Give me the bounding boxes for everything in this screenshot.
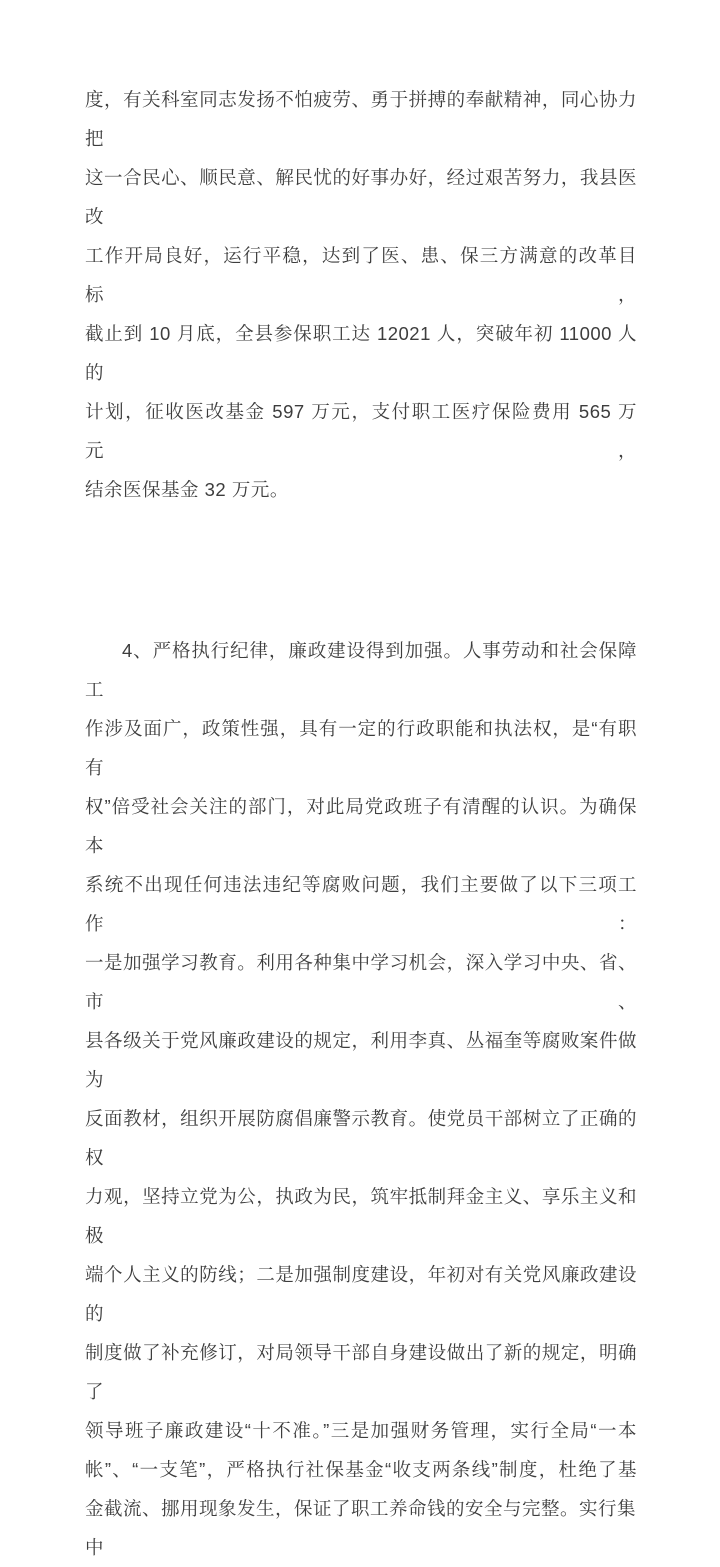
- text-line: 权”倍受社会关注的部门，对此局党政班子有清醒的认识。为确保本: [85, 796, 637, 856]
- text-line: 端个人主义的防线；二是加强制度建设，年初对有关党风廉政建设的: [85, 1264, 637, 1324]
- text-line: 一是加强学习教育。利用各种集中学习机会，深入学习中央、省、市、: [85, 952, 637, 1012]
- text-line: 度，有关科室同志发扬不怕疲劳、勇于拼搏的奉献精神，同心协力把: [85, 89, 637, 149]
- text-line: 结余医保基金 32 万元。: [85, 479, 289, 500]
- text-line: 帐”、“一支笔”，严格执行社保基金“收支两条线”制度，杜绝了基: [85, 1459, 637, 1480]
- paragraph-gap: [85, 509, 637, 631]
- text-line: 领导班子廉政建设“十不准。”三是加强财务管理，实行全局“一本: [85, 1420, 637, 1441]
- document-body: [85, 80, 637, 1567]
- text-line: 计划，征收医改基金 597 万元，支付职工医疗保险费用 565 万元，: [85, 401, 637, 461]
- text-line: 力观，坚持立党为公，执政为民，筑牢抵制拜金主义、享乐主义和极: [85, 1186, 637, 1246]
- text-line: 系统不出现任何违法违纪等腐败问题，我们主要做了以下三项工作：: [85, 874, 637, 934]
- paragraph: [85, 631, 637, 1567]
- text-line: 制度做了补充修订，对局领导干部自身建设做出了新的规定，明确了: [85, 1342, 637, 1402]
- text-line: 反面教材，组织开展防腐倡廉警示教育。使党员干部树立了正确的权: [85, 1108, 637, 1168]
- text-line: 县各级关于党风廉政建设的规定，利用李真、丛福奎等腐败案件做为: [85, 1030, 637, 1090]
- text-line: 工作开局良好，运行平稳，达到了医、患、保三方满意的改革目标，: [85, 245, 637, 305]
- text-line: 截止到 10 月底，全县参保职工达 12021 人，突破年初 11000 人的: [85, 323, 637, 383]
- paragraph: [85, 80, 637, 509]
- text-line: 4、严格执行纪律，廉政建设得到加强。人事劳动和社会保障工: [85, 640, 637, 700]
- text-line: 金截流、挪用现象发生，保证了职工养命钱的安全与完整。实行集中: [85, 1498, 637, 1558]
- text-line: 作涉及面广，政策性强，具有一定的行政职能和执法权，是“有职有: [85, 718, 637, 778]
- text-line: 这一合民心、顺民意、解民忧的好事办好，经过艰苦努力，我县医改: [85, 167, 637, 227]
